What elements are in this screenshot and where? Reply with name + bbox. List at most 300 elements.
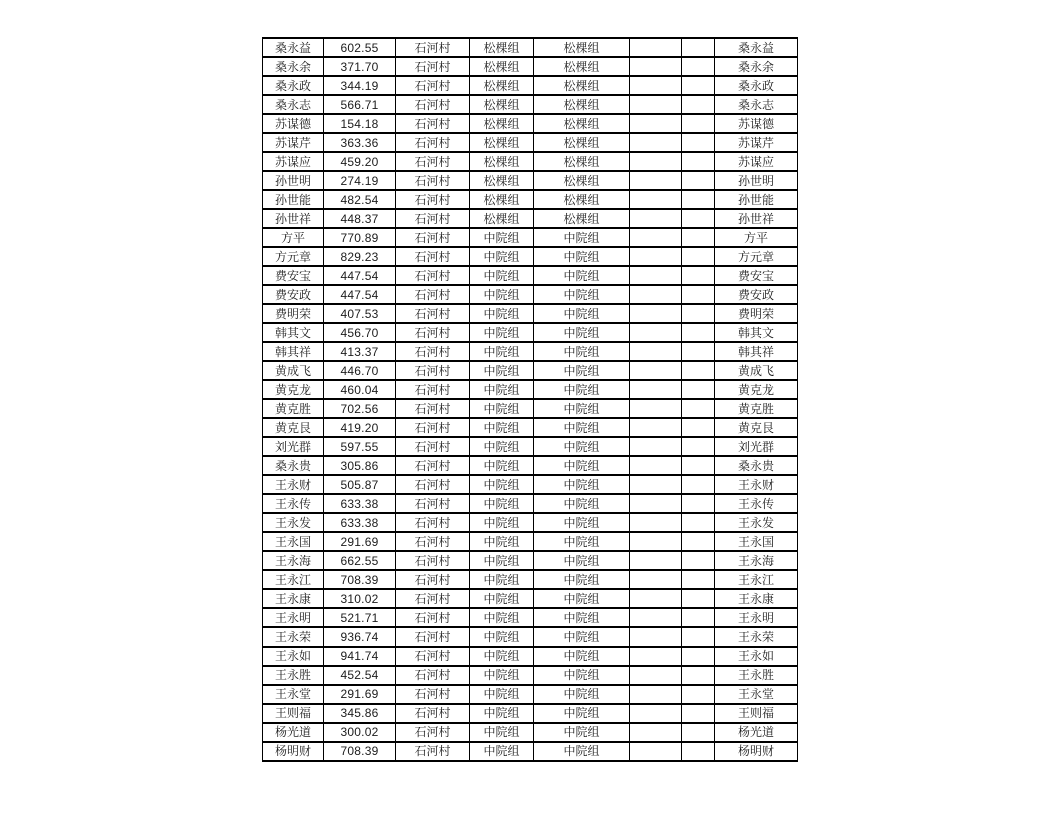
cell-village: 石河村 [396,742,470,761]
cell-amount: 566.71 [324,95,396,114]
cell-blank-1 [630,704,682,723]
cell-group: 中院组 [470,513,534,532]
cell-name-copy: 王永财 [715,475,798,494]
cell-village: 石河村 [396,247,470,266]
cell-group-copy: 中院组 [534,647,630,666]
cell-blank-1 [630,608,682,627]
cell-group-copy: 松棵组 [534,190,630,209]
cell-blank-1 [630,437,682,456]
cell-village: 石河村 [396,647,470,666]
cell-blank-2 [682,475,715,494]
cell-name: 费安宝 [263,266,324,285]
cell-name: 王永财 [263,475,324,494]
data-table [262,37,798,762]
cell-group: 中院组 [470,494,534,513]
cell-amount: 505.87 [324,475,396,494]
cell-blank-1 [630,742,682,761]
cell-blank-2 [682,190,715,209]
cell-amount: 770.89 [324,228,396,247]
cell-amount: 344.19 [324,76,396,95]
cell-amount: 407.53 [324,304,396,323]
table-row [263,304,798,323]
cell-group-copy: 松棵组 [534,209,630,228]
cell-village: 石河村 [396,704,470,723]
cell-blank-2 [682,647,715,666]
cell-village: 石河村 [396,418,470,437]
cell-name: 王永堂 [263,685,324,704]
cell-village: 石河村 [396,570,470,589]
cell-village: 石河村 [396,532,470,551]
cell-amount: 829.23 [324,247,396,266]
cell-group: 中院组 [470,685,534,704]
cell-name: 方元章 [263,247,324,266]
cell-name: 黄克胜 [263,399,324,418]
cell-blank-2 [682,323,715,342]
cell-group: 中院组 [470,437,534,456]
cell-amount: 345.86 [324,704,396,723]
table-row [263,57,798,76]
cell-blank-2 [682,114,715,133]
cell-village: 石河村 [396,608,470,627]
cell-name-copy: 孙世明 [715,171,798,190]
cell-village: 石河村 [396,304,470,323]
cell-blank-1 [630,95,682,114]
cell-blank-1 [630,114,682,133]
cell-group-copy: 中院组 [534,608,630,627]
table-row [263,361,798,380]
cell-name-copy: 杨光道 [715,723,798,742]
cell-group-copy: 中院组 [534,627,630,646]
cell-name: 王永康 [263,589,324,608]
cell-blank-1 [630,399,682,418]
cell-village: 石河村 [396,209,470,228]
cell-blank-2 [682,57,715,76]
cell-name: 王永国 [263,532,324,551]
cell-amount: 363.36 [324,133,396,152]
cell-group-copy: 中院组 [534,513,630,532]
cell-name-copy: 孙世祥 [715,209,798,228]
cell-group: 松棵组 [470,38,534,57]
cell-group-copy: 松棵组 [534,95,630,114]
cell-amount: 662.55 [324,551,396,570]
cell-name: 桑永贵 [263,456,324,475]
cell-blank-1 [630,723,682,742]
cell-blank-2 [682,627,715,646]
cell-name-copy: 杨明财 [715,742,798,761]
cell-name-copy: 王永堂 [715,685,798,704]
cell-group: 中院组 [470,742,534,761]
cell-blank-2 [682,456,715,475]
cell-blank-1 [630,304,682,323]
cell-blank-1 [630,551,682,570]
cell-blank-1 [630,171,682,190]
cell-name-copy: 王永发 [715,513,798,532]
cell-group-copy: 松棵组 [534,171,630,190]
table-row [263,418,798,437]
cell-name-copy: 孙世能 [715,190,798,209]
cell-blank-1 [630,266,682,285]
cell-village: 石河村 [396,285,470,304]
table-row [263,285,798,304]
cell-blank-1 [630,152,682,171]
cell-group-copy: 中院组 [534,247,630,266]
cell-village: 石河村 [396,76,470,95]
cell-village: 石河村 [396,475,470,494]
cell-village: 石河村 [396,685,470,704]
cell-name-copy: 刘光群 [715,437,798,456]
cell-name-copy: 王永如 [715,647,798,666]
cell-name-copy: 韩其文 [715,323,798,342]
cell-group-copy: 中院组 [534,723,630,742]
cell-group-copy: 中院组 [534,685,630,704]
cell-blank-2 [682,608,715,627]
cell-village: 石河村 [396,323,470,342]
cell-group-copy: 松棵组 [534,152,630,171]
cell-group: 中院组 [470,266,534,285]
cell-amount: 448.37 [324,209,396,228]
cell-blank-2 [682,266,715,285]
cell-blank-2 [682,704,715,723]
cell-amount: 452.54 [324,666,396,685]
cell-village: 石河村 [396,494,470,513]
cell-name: 苏谋芹 [263,133,324,152]
cell-group-copy: 中院组 [534,494,630,513]
cell-blank-2 [682,209,715,228]
cell-amount: 371.70 [324,57,396,76]
cell-blank-1 [630,475,682,494]
cell-blank-2 [682,76,715,95]
cell-amount: 154.18 [324,114,396,133]
cell-name: 方平 [263,228,324,247]
table-row [263,608,798,627]
cell-blank-2 [682,437,715,456]
table-row [263,456,798,475]
cell-group-copy: 中院组 [534,742,630,761]
cell-blank-2 [682,685,715,704]
cell-amount: 446.70 [324,361,396,380]
table-row [263,704,798,723]
table-row [263,228,798,247]
cell-village: 石河村 [396,551,470,570]
cell-blank-1 [630,589,682,608]
cell-group: 松棵组 [470,95,534,114]
cell-group-copy: 中院组 [534,323,630,342]
cell-blank-1 [630,76,682,95]
table-row [263,437,798,456]
cell-name-copy: 黄克艮 [715,418,798,437]
table-row [263,266,798,285]
cell-group: 松棵组 [470,152,534,171]
cell-blank-1 [630,342,682,361]
cell-village: 石河村 [396,95,470,114]
cell-village: 石河村 [396,723,470,742]
cell-name-copy: 王永胜 [715,666,798,685]
cell-blank-2 [682,399,715,418]
table-row [263,475,798,494]
cell-group: 松棵组 [470,171,534,190]
table-row [263,399,798,418]
cell-name-copy: 费安宝 [715,266,798,285]
cell-name-copy: 苏谋应 [715,152,798,171]
cell-blank-2 [682,723,715,742]
cell-blank-2 [682,285,715,304]
cell-blank-2 [682,551,715,570]
cell-group: 松棵组 [470,114,534,133]
cell-amount: 274.19 [324,171,396,190]
cell-amount: 482.54 [324,190,396,209]
cell-name: 苏谋德 [263,114,324,133]
cell-village: 石河村 [396,380,470,399]
cell-name: 杨明财 [263,742,324,761]
table-row [263,190,798,209]
cell-village: 石河村 [396,190,470,209]
cell-amount: 456.70 [324,323,396,342]
cell-group: 中院组 [470,608,534,627]
table-body [263,38,798,761]
cell-name: 孙世祥 [263,209,324,228]
cell-blank-2 [682,380,715,399]
cell-amount: 702.56 [324,399,396,418]
cell-blank-2 [682,666,715,685]
cell-name: 黄成飞 [263,361,324,380]
cell-name: 王永如 [263,647,324,666]
cell-amount: 413.37 [324,342,396,361]
cell-group-copy: 中院组 [534,380,630,399]
table-row [263,133,798,152]
cell-village: 石河村 [396,513,470,532]
cell-blank-1 [630,685,682,704]
table-row [263,380,798,399]
cell-name-copy: 王永江 [715,570,798,589]
cell-blank-2 [682,570,715,589]
cell-name: 苏谋应 [263,152,324,171]
cell-blank-1 [630,247,682,266]
table-row [263,247,798,266]
cell-blank-1 [630,380,682,399]
cell-name: 桑永余 [263,57,324,76]
cell-village: 石河村 [396,38,470,57]
cell-group-copy: 中院组 [534,304,630,323]
cell-group-copy: 中院组 [534,551,630,570]
cell-name-copy: 王永康 [715,589,798,608]
cell-name: 韩其文 [263,323,324,342]
cell-amount: 708.39 [324,570,396,589]
cell-blank-2 [682,361,715,380]
table-row [263,723,798,742]
cell-group-copy: 松棵组 [534,57,630,76]
cell-group: 中院组 [470,627,534,646]
table-row [263,742,798,761]
cell-group-copy: 中院组 [534,342,630,361]
cell-group-copy: 中院组 [534,361,630,380]
cell-blank-1 [630,494,682,513]
cell-group: 中院组 [470,323,534,342]
cell-group: 中院组 [470,247,534,266]
cell-blank-2 [682,513,715,532]
cell-name-copy: 桑永贵 [715,456,798,475]
cell-group: 中院组 [470,228,534,247]
cell-group: 中院组 [470,456,534,475]
cell-village: 石河村 [396,266,470,285]
cell-village: 石河村 [396,133,470,152]
cell-name-copy: 桑永益 [715,38,798,57]
cell-group-copy: 中院组 [534,266,630,285]
cell-village: 石河村 [396,456,470,475]
table-row [263,513,798,532]
table-row [263,209,798,228]
table-row [263,627,798,646]
cell-group-copy: 中院组 [534,570,630,589]
cell-amount: 602.55 [324,38,396,57]
cell-village: 石河村 [396,57,470,76]
cell-village: 石河村 [396,342,470,361]
cell-group: 松棵组 [470,209,534,228]
cell-blank-2 [682,589,715,608]
cell-blank-1 [630,285,682,304]
cell-group-copy: 中院组 [534,666,630,685]
cell-group: 松棵组 [470,133,534,152]
cell-village: 石河村 [396,114,470,133]
cell-blank-1 [630,456,682,475]
cell-group: 中院组 [470,532,534,551]
table-row [263,76,798,95]
cell-blank-1 [630,570,682,589]
cell-name-copy: 黄成飞 [715,361,798,380]
cell-name: 黄克艮 [263,418,324,437]
cell-group: 松棵组 [470,57,534,76]
cell-group-copy: 中院组 [534,228,630,247]
cell-amount: 708.39 [324,742,396,761]
cell-blank-2 [682,95,715,114]
cell-blank-2 [682,38,715,57]
table-row [263,494,798,513]
cell-name-copy: 王永国 [715,532,798,551]
cell-amount: 633.38 [324,513,396,532]
cell-group: 中院组 [470,704,534,723]
cell-blank-1 [630,57,682,76]
cell-name: 王永荣 [263,627,324,646]
cell-group: 中院组 [470,475,534,494]
cell-group: 中院组 [470,285,534,304]
cell-village: 石河村 [396,361,470,380]
cell-blank-2 [682,171,715,190]
cell-name: 王永海 [263,551,324,570]
cell-name: 韩其祥 [263,342,324,361]
cell-amount: 633.38 [324,494,396,513]
cell-name: 桑永政 [263,76,324,95]
cell-blank-1 [630,361,682,380]
cell-group: 中院组 [470,361,534,380]
cell-name: 王永明 [263,608,324,627]
cell-name-copy: 黄克胜 [715,399,798,418]
cell-group-copy: 中院组 [534,704,630,723]
table-row [263,171,798,190]
cell-name: 杨光道 [263,723,324,742]
cell-name-copy: 方平 [715,228,798,247]
cell-name-copy: 费安政 [715,285,798,304]
cell-name: 王则福 [263,704,324,723]
cell-blank-1 [630,513,682,532]
cell-amount: 291.69 [324,685,396,704]
cell-amount: 936.74 [324,627,396,646]
cell-name-copy: 桑永志 [715,95,798,114]
cell-blank-2 [682,494,715,513]
cell-name-copy: 王永荣 [715,627,798,646]
cell-blank-1 [630,323,682,342]
cell-group: 松棵组 [470,190,534,209]
cell-name-copy: 费明荣 [715,304,798,323]
cell-amount: 459.20 [324,152,396,171]
cell-name: 桑永志 [263,95,324,114]
cell-group: 中院组 [470,418,534,437]
cell-group-copy: 松棵组 [534,76,630,95]
cell-village: 石河村 [396,666,470,685]
cell-group: 中院组 [470,380,534,399]
cell-blank-1 [630,666,682,685]
cell-name: 王永胜 [263,666,324,685]
cell-blank-2 [682,133,715,152]
table-row [263,152,798,171]
cell-blank-1 [630,228,682,247]
cell-amount: 300.02 [324,723,396,742]
cell-group: 中院组 [470,666,534,685]
cell-group: 中院组 [470,570,534,589]
cell-blank-1 [630,38,682,57]
cell-amount: 460.04 [324,380,396,399]
cell-group-copy: 中院组 [534,418,630,437]
cell-group-copy: 中院组 [534,456,630,475]
cell-group: 中院组 [470,551,534,570]
table-row [263,551,798,570]
table-row [263,95,798,114]
cell-blank-1 [630,418,682,437]
cell-group-copy: 松棵组 [534,133,630,152]
cell-name-copy: 韩其祥 [715,342,798,361]
cell-name: 孙世能 [263,190,324,209]
cell-group: 中院组 [470,342,534,361]
cell-group: 中院组 [470,589,534,608]
cell-name: 王永传 [263,494,324,513]
cell-group-copy: 中院组 [534,285,630,304]
cell-name: 孙世明 [263,171,324,190]
cell-group: 中院组 [470,304,534,323]
cell-amount: 310.02 [324,589,396,608]
cell-name: 王永江 [263,570,324,589]
table-row [263,342,798,361]
table-row [263,323,798,342]
cell-name: 费明荣 [263,304,324,323]
cell-name-copy: 王永海 [715,551,798,570]
cell-amount: 291.69 [324,532,396,551]
cell-name-copy: 桑永余 [715,57,798,76]
cell-group-copy: 松棵组 [534,38,630,57]
cell-group-copy: 中院组 [534,589,630,608]
table-row [263,589,798,608]
cell-blank-2 [682,304,715,323]
cell-blank-2 [682,418,715,437]
cell-blank-2 [682,247,715,266]
cell-village: 石河村 [396,589,470,608]
cell-name: 费安政 [263,285,324,304]
cell-name: 桑永益 [263,38,324,57]
cell-group-copy: 中院组 [534,475,630,494]
cell-amount: 419.20 [324,418,396,437]
cell-blank-2 [682,228,715,247]
cell-blank-1 [630,209,682,228]
cell-blank-1 [630,190,682,209]
cell-name-copy: 黄克龙 [715,380,798,399]
cell-group-copy: 松棵组 [534,114,630,133]
